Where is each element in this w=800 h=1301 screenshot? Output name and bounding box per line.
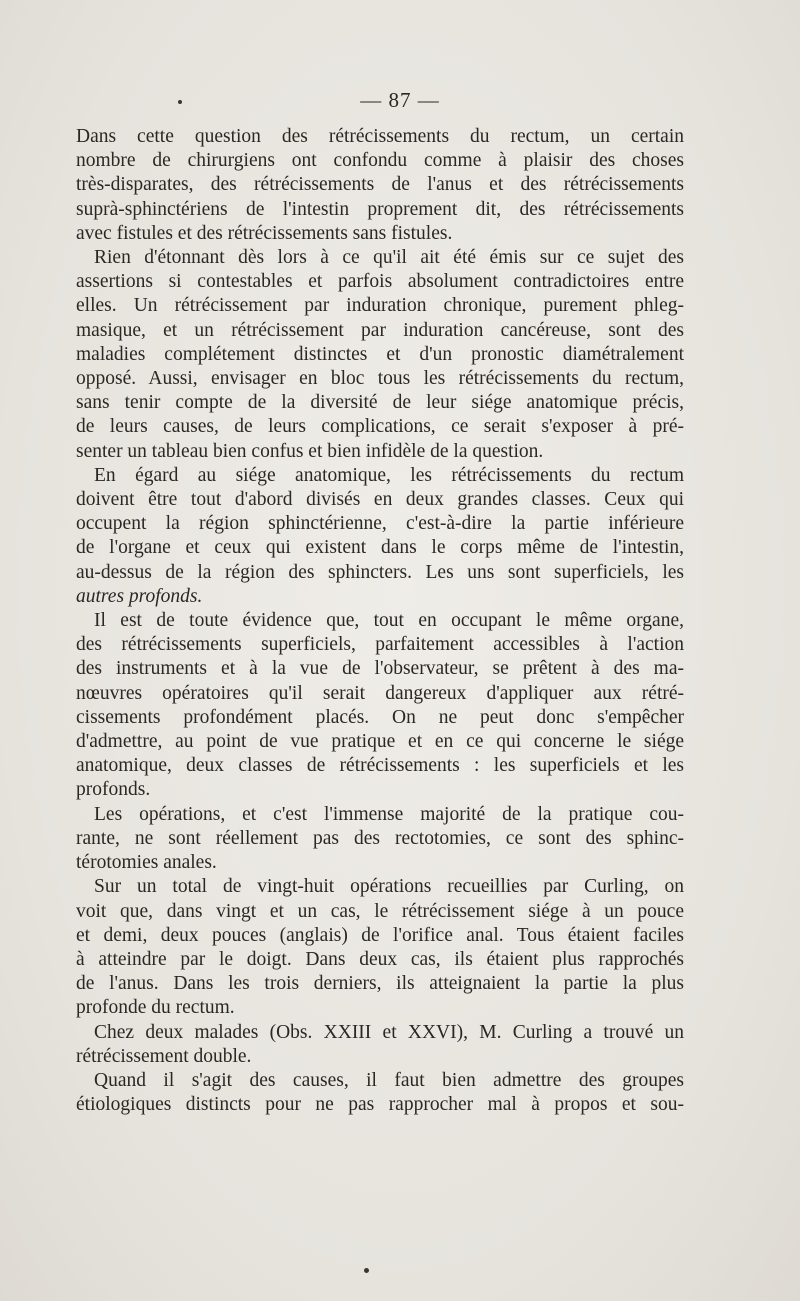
text-line: En égard au siége anatomique, les rétrécissements du rectum [94, 464, 684, 486]
text-line: rante, ne sont réellement pas des rectotomies, ce sont des sphinc- [76, 827, 684, 849]
text-line: avec fistules et des rétrécissements sans fistules. [76, 222, 453, 244]
text-line: cissements profondément placés. On ne peut donc s'empêcher [76, 706, 684, 728]
text-line: d'admettre, au point de vue pratique et en ce qui concerne le siége [76, 731, 684, 753]
text-line: de leurs causes, de leurs complications, ce serait s'exposer à pré- [76, 416, 684, 438]
ink-speck [178, 100, 182, 104]
text-line: autres profonds. [76, 585, 203, 607]
text-line: assertions si contestables et parfois absolument contradictoires entre [76, 271, 684, 293]
text-line: Il est de toute évidence que, tout en occupant le même organe, [94, 610, 684, 632]
text-line: très-disparates, des rétrécissements de l'anus et des rétrécissements [76, 174, 684, 196]
text-line: voit que, dans vingt et un cas, le rétrécissement siége à un pouce [76, 900, 684, 922]
text-line: Les opérations, et c'est l'immense majorité de la pratique cou- [94, 803, 684, 825]
ink-speck [364, 1268, 369, 1273]
text-line: profonde du rectum. [76, 997, 235, 1019]
text-line: des rétrécissements superficiels, parfaitement accessibles à l'action [76, 634, 684, 656]
page-number: — 87 — [360, 88, 440, 112]
text-line: rétrécissement double. [76, 1045, 252, 1067]
text-line: nœuvres opératoires qu'il serait dangereux d'appliquer aux rétré- [76, 682, 684, 704]
text-line: à atteindre par le doigt. Dans deux cas, ils étaient plus rapprochés [76, 948, 684, 970]
text-line: de l'organe et ceux qui existent dans le corps même de l'intestin, [76, 537, 684, 559]
text-line: masique, et un rétrécissement par induration cancéreuse, sont des [76, 319, 684, 341]
text-line: Rien d'étonnant dès lors à ce qu'il ait été émis sur ce sujet des [94, 247, 684, 269]
text-line: anatomique, deux classes de rétrécissements : les superficiels et les [76, 755, 684, 777]
text-line: au-dessus de la région des sphincters. Les uns sont superficiels, les [76, 561, 684, 583]
text-line: maladies complétement distinctes et d'un pronostic diamétralement [76, 343, 684, 365]
text-line: doivent être tout d'abord divisés en deux grandes classes. Ceux qui [76, 489, 684, 511]
text-line: elles. Un rétrécissement par induration chronique, purement phleg- [76, 295, 684, 317]
text-line: térotomies anales. [76, 852, 217, 874]
text-line: senter un tableau bien confus et bien infidèle de la question. [76, 440, 544, 462]
text-line: opposé. Aussi, envisager en bloc tous les rétrécissements du rectum, [76, 368, 684, 390]
text-line: Quand il s'agit des causes, il faut bien admettre des groupes [94, 1069, 684, 1091]
text-line: Dans cette question des rétrécissements du rectum, un certain [76, 126, 684, 147]
text-line: et demi, deux pouces (anglais) de l'orifice anal. Tous étaient faciles [76, 924, 684, 946]
text-line: nombre de chirurgiens ont confondu comme à plaisir des choses [76, 150, 684, 172]
text-line: de l'anus. Dans les trois derniers, ils atteignaient la partie la plus [76, 973, 684, 995]
text-line: occupent la région sphinctérienne, c'est-à-dire la partie inférieure [76, 513, 684, 535]
text-line: Chez deux malades (Obs. XXIII et XXVI), M. Curling a trouvé un [94, 1021, 684, 1043]
text-line: suprà-sphinctériens de l'intestin proprement dit, des rétrécissements [76, 198, 684, 220]
text-line: des instruments et à la vue de l'observateur, se prêtent à des ma- [76, 658, 684, 680]
text-line: sans tenir compte de la diversité de leur siége anatomique précis, [76, 392, 684, 414]
text-line: profonds. [76, 779, 151, 801]
text-line: Sur un total de vingt-huit opérations recueillies par Curling, on [94, 876, 684, 898]
body-text [76, 125, 684, 1117]
text-line: étiologiques distincts pour ne pas rapprocher mal à propos et sou- [76, 1094, 684, 1116]
